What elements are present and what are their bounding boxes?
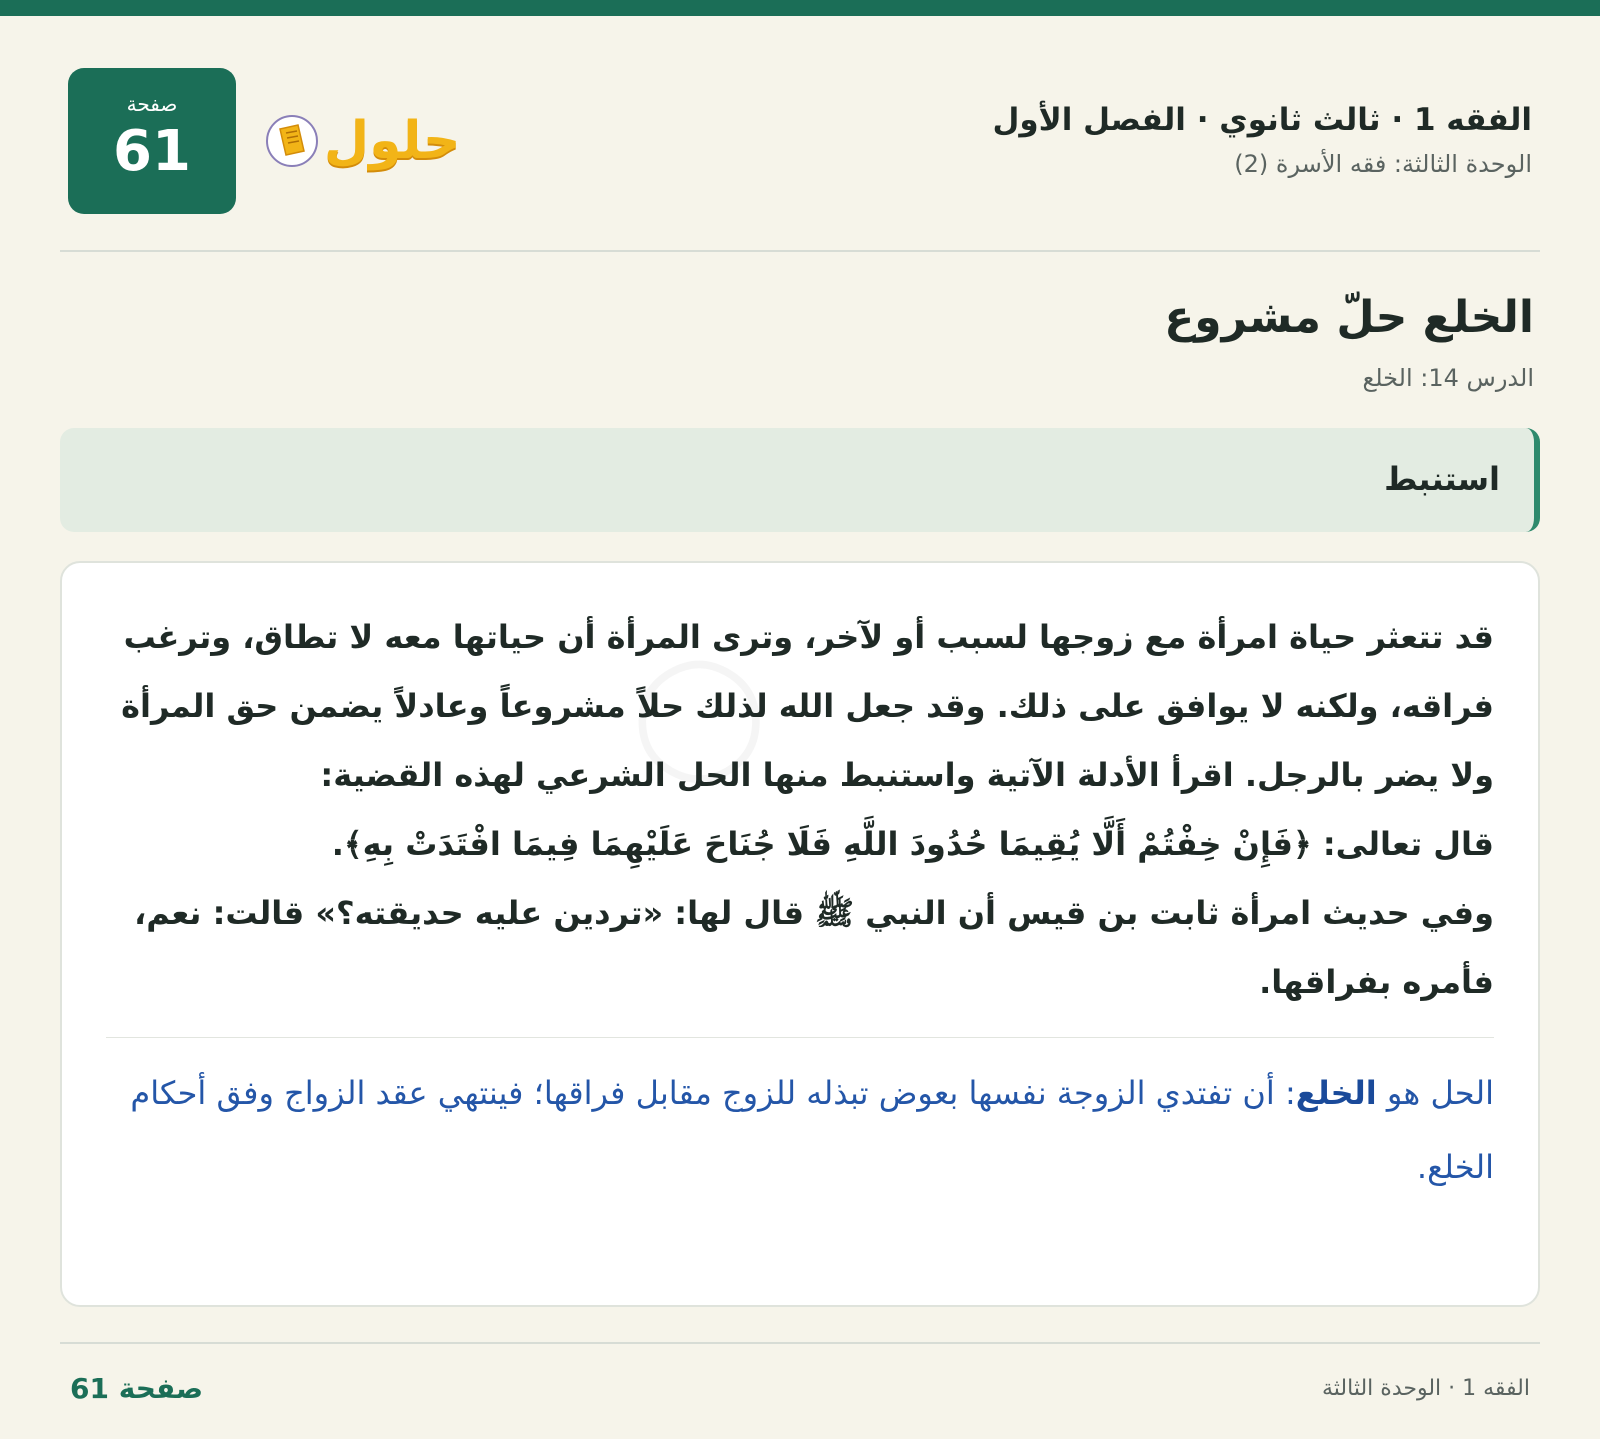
content-card: [60, 561, 1540, 1307]
top-accent-bar: [0, 0, 1600, 16]
quran-verse: قال تعالى: ﴿فَإِنْ خِفْتُمْ أَلَّا يُقِيمَا حُدُودَ اللَّهِ فَلَا جُنَاحَ عَلَيْهِمَا فِيمَا افْتَدَتْ بِهِ﴾.: [331, 825, 1494, 863]
header-left-group: [68, 68, 460, 214]
unit-title: الوحدة الثالثة: فقه الأسرة (2): [1234, 150, 1532, 178]
logo-text: حلول: [324, 111, 461, 171]
watermark-logo: ◯: [632, 643, 767, 782]
card-body: [106, 603, 1494, 1204]
page-number: 61: [113, 119, 191, 184]
header-divider: [60, 250, 1540, 252]
page-header: [60, 68, 1540, 218]
hadith-paragraph: وفي حديث امرأة ثابت بن قيس أن النبي ﷺ قال لها: «تردين عليه حديقته؟» قالت: نعم، فأمره بفراقها.: [134, 894, 1494, 1001]
page-label: صفحة: [126, 92, 178, 116]
footer-page-number: صفحة 61: [70, 1372, 204, 1405]
section-heading: استنبط: [1384, 460, 1500, 498]
footer-divider: [60, 1342, 1540, 1344]
site-logo[interactable]: [264, 111, 460, 171]
section-heading-box: [60, 428, 1540, 532]
header-titles: [992, 98, 1532, 178]
answer-prefix: الحل هو: [1376, 1074, 1494, 1112]
book-title: الفقه 1 · ثالث ثانوي · الفصل الأول: [992, 102, 1532, 138]
answer-paragraph: [106, 1056, 1494, 1204]
footer-breadcrumb: الفقه 1 · الوحدة الثالثة: [1322, 1376, 1530, 1401]
book-logo-icon: [264, 113, 320, 169]
lesson-title: الخلع حلّ مشروع: [1164, 292, 1534, 343]
answer-divider: [106, 1037, 1494, 1038]
lesson-subtitle: الدرس 14: الخلع: [1362, 364, 1534, 392]
page-number-badge: [68, 68, 236, 214]
intro-paragraph: قد تتعثر حياة امرأة مع زوجها لسبب أو لآخر، وترى المرأة أن حياتها معه لا تطاق، وترغب فراقه، ولكنه لا يوافق على ذلك. وقد جعل الله لذلك حلاً مشروعاً وعادلاً يضمن حق المرأة ولا يضر بالرجل. اقرأ الأدلة الآتية واستنبط منها الحل الشرعي لهذه القضية:: [121, 618, 1494, 794]
answer-term: الخلع: [1295, 1074, 1377, 1112]
answer-text: : أن تفتدي الزوجة نفسها بعوض تبذله للزوج مقابل فراقها؛ فينتهي عقد الزواج وفق أحكام الخلع.: [130, 1074, 1494, 1186]
